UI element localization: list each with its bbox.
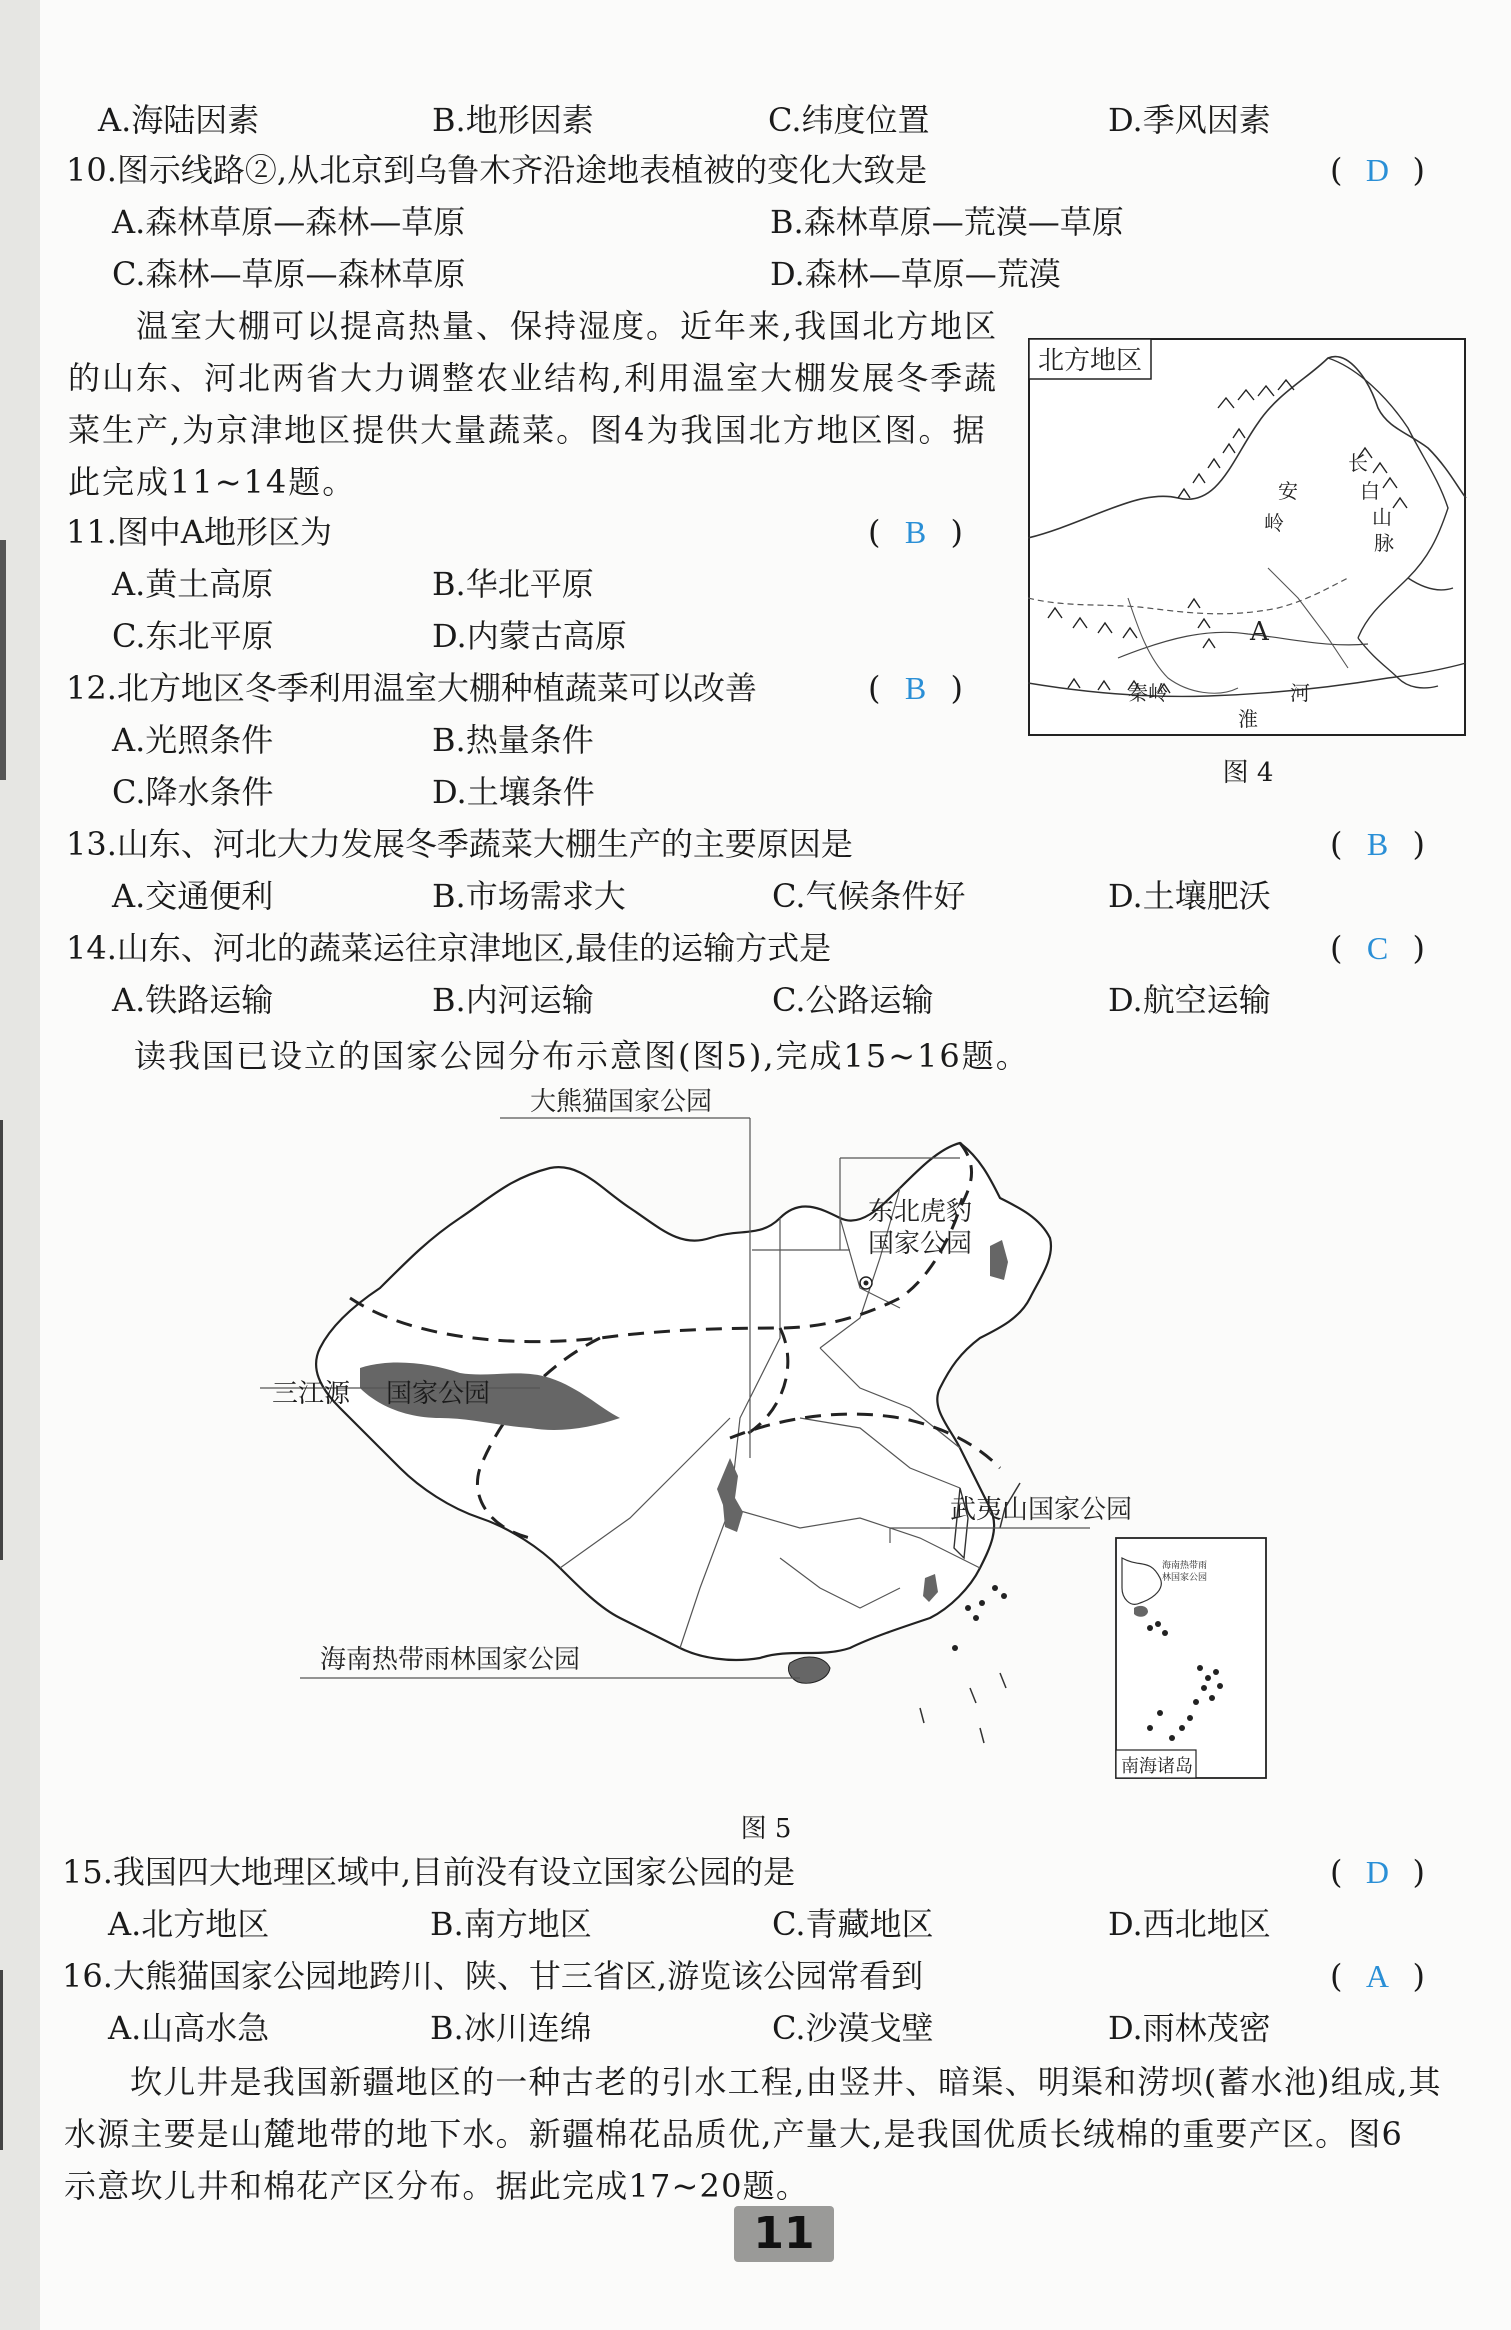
q16-answer: ( A ): [1330, 1954, 1425, 1998]
q13-option-b: B.市场需求大: [432, 877, 626, 915]
q15-answer: ( D ): [1330, 1850, 1425, 1894]
fig4-label-an: 安: [1278, 479, 1298, 503]
q9-option-a: A.海陆因素: [98, 101, 260, 139]
fig5-label-panda-park: 大熊猫国家公园: [530, 1088, 713, 1117]
q11-option-d: D.内蒙古高原: [432, 617, 627, 655]
q16-option-d: D.雨林茂密: [1108, 2009, 1271, 2047]
q14-option-b: B.内河运输: [432, 981, 594, 1019]
q11-option-b: B.华北平原: [432, 565, 594, 603]
q12-option-b: B.热量条件: [432, 721, 594, 759]
fig5-label-tiger-park-1: 东北虎豹: [868, 1197, 973, 1227]
fig5-label-sanjiang-2: 国家公园: [386, 1379, 491, 1409]
q11-option-c: C.东北平原: [112, 617, 274, 655]
q12-option-a: A.光照条件: [112, 721, 274, 759]
fig4-label-chang: 长: [1348, 451, 1368, 475]
fig4-label-A: A: [1250, 617, 1269, 647]
intro1-line-4: 此完成11~14题。: [68, 463, 357, 501]
q10-option-b: B.森林草原—荒漠—草原: [770, 203, 1124, 241]
q10-option-d: D.森林—草原—荒漠: [770, 255, 1061, 293]
fig4-label-bai: 白: [1360, 479, 1380, 503]
q14-option-d: D.航空运输: [1108, 981, 1271, 1019]
q15-option-d: D.西北地区: [1108, 1905, 1271, 1943]
q11-option-a: A.黄土高原: [112, 565, 274, 603]
q9-option-b: B.地形因素: [432, 101, 594, 139]
figure-5-national-parks-map: [260, 1088, 1270, 1788]
fig5-inset-sea-label: 南海诸岛: [1121, 1756, 1193, 1777]
fig5-label-wuyi-park: 武夷山国家公园: [950, 1495, 1133, 1525]
q11-stem: 11.图中A地形区为: [66, 513, 333, 551]
binding-edge: [0, 0, 40, 2330]
figure-4-north-china-map: [1028, 338, 1468, 738]
intro3-line-3: 示意坎儿井和棉花产区分布。据此完成17~20题。: [64, 2167, 810, 2205]
q9-option-c: C.纬度位置: [768, 101, 930, 139]
q14-answer-value: C: [1366, 930, 1389, 966]
fig5-label-sanjiang-1: 三江源: [272, 1379, 351, 1409]
fig4-label-ling: 岭: [1264, 511, 1284, 535]
q14-option-c: C.公路运输: [772, 981, 934, 1019]
fig4-label-huai: 淮: [1238, 707, 1258, 731]
q10-answer-value: D: [1365, 152, 1390, 188]
q15-option-c: C.青藏地区: [772, 1905, 934, 1943]
fig4-label-he: 河: [1290, 681, 1310, 705]
q16-option-a: A.山高水急: [108, 2009, 270, 2047]
q16-stem: 16.大熊猫国家公园地跨川、陕、甘三省区,游览该公园常看到: [62, 1957, 924, 1995]
q12-option-d: D.土壤条件: [432, 773, 595, 811]
fig5-label-tiger-park-2: 国家公园: [868, 1229, 973, 1259]
q12-stem: 12.北方地区冬季利用温室大棚种植蔬菜可以改善: [66, 669, 757, 707]
q11-answer: ( B ): [868, 510, 963, 554]
page-number: 11: [734, 2206, 834, 2262]
q14-stem: 14.山东、河北的蔬菜运往京津地区,最佳的运输方式是: [66, 929, 832, 967]
figure-5-caption: 图 5: [740, 1814, 792, 1844]
q12-answer: ( B ): [868, 666, 963, 710]
q13-answer: ( B ): [1330, 822, 1425, 866]
q10-option-c: C.森林—草原—森林草原: [112, 255, 466, 293]
intro3-line-1: 坎儿井是我国新疆地区的一种古老的引水工程,由竖井、暗渠、明渠和涝坝(蓄水池)组成,其: [130, 2063, 1442, 2101]
q14-option-a: A.铁路运输: [112, 981, 274, 1019]
q12-option-c: C.降水条件: [112, 773, 274, 811]
q10-stem: 10.图示线路②,从北京到乌鲁木齐沿途地表植被的变化大致是: [66, 151, 928, 189]
q14-answer: ( C ): [1330, 926, 1425, 970]
q13-stem: 13.山东、河北大力发展冬季蔬菜大棚生产的主要原因是: [66, 825, 853, 863]
figure-4-caption: 图 4: [1222, 758, 1274, 788]
q11-answer-value: B: [904, 514, 927, 550]
q10-answer: ( D ): [1330, 148, 1425, 192]
q13-option-d: D.土壤肥沃: [1108, 877, 1271, 915]
q16-answer-value: A: [1365, 1958, 1390, 1994]
q15-answer-value: D: [1365, 1854, 1390, 1890]
q15-option-a: A.北方地区: [108, 1905, 270, 1943]
q10-option-a: A.森林草原—森林—草原: [112, 203, 466, 241]
intro2-text: 读我国已设立的国家公园分布示意图(图5),完成15~16题。: [134, 1037, 1030, 1075]
fig4-label-qinling: 秦岭: [1128, 681, 1168, 705]
fig4-box-label: 北方地区: [1038, 346, 1143, 376]
q15-stem: 15.我国四大地理区域中,目前没有设立国家公园的是: [62, 1853, 796, 1891]
fig5-inset-park-label-2: 林国家公园: [1162, 1573, 1208, 1583]
q16-option-c: C.沙漠戈壁: [772, 2009, 934, 2047]
q9-option-d: D.季风因素: [1108, 101, 1271, 139]
q15-option-b: B.南方地区: [430, 1905, 592, 1943]
fig4-label-shan: 山: [1372, 505, 1392, 529]
intro1-line-2: 的山东、河北两省大力调整农业结构,利用温室大棚发展冬季蔬: [68, 359, 999, 397]
fig5-label-hainan-park: 海南热带雨林国家公园: [320, 1645, 581, 1675]
q13-answer-value: B: [1366, 826, 1389, 862]
q16-option-b: B.冰川连绵: [430, 2009, 592, 2047]
intro1-line-1: 温室大棚可以提高热量、保持湿度。近年来,我国北方地区: [136, 307, 999, 345]
fig4-label-mai: 脉: [1374, 531, 1394, 555]
q12-answer-value: B: [904, 670, 927, 706]
intro3-line-2: 水源主要是山麓地带的地下水。新疆棉花品质优,产量大,是我国优质长绒棉的重要产区。图6: [64, 2115, 1404, 2153]
q13-option-a: A.交通便利: [112, 877, 274, 915]
q13-option-c: C.气候条件好: [772, 877, 966, 915]
intro1-line-3: 菜生产,为京津地区提供大量蔬菜。图4为我国北方地区图。据: [68, 411, 987, 449]
fig5-inset-park-label-1: 海南热带雨: [1162, 1561, 1208, 1571]
